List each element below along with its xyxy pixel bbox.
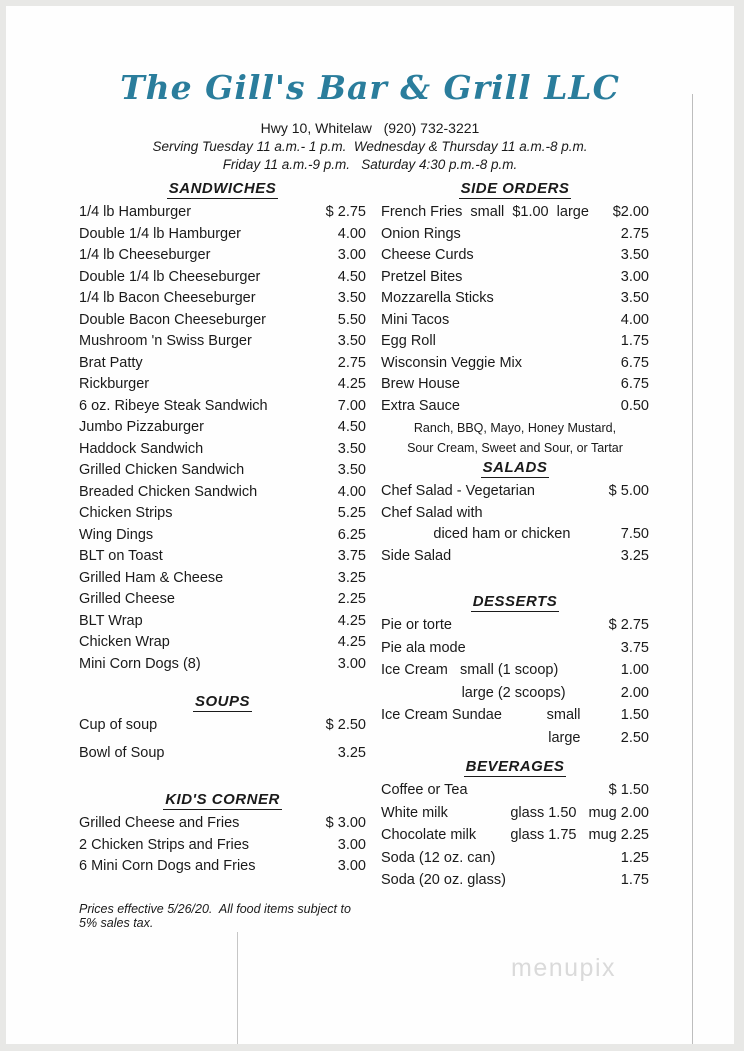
menu-item-price: 3.50: [337, 290, 366, 306]
menu-item-name: Wing Dings: [79, 526, 154, 543]
menu-item-price: 2.00: [620, 684, 649, 701]
menu-item-row: [381, 617, 649, 640]
menu-item-name: Ice Cream Sundae: [381, 707, 502, 723]
menu-item-name: 1/4 lb Hamburger: [79, 204, 192, 220]
menu-item-row: [381, 640, 649, 663]
menu-item-name: 2 Chicken Strips and Fries: [79, 836, 250, 853]
menu-item-price: 2.75: [337, 354, 366, 371]
menu-item-name: Bowl of Soup: [79, 745, 165, 761]
menu-item-price: $ 2.75: [325, 204, 366, 220]
hours-line-1: Serving Tuesday 11 a.m.- 1 p.m. Wednesday & Thursday 11 a.m.-8 p.m.: [152, 139, 588, 154]
menu-item-name: Chicken Wrap: [79, 634, 170, 650]
menu-item-row: [381, 526, 649, 548]
menu-item-name: Chicken Strips: [79, 505, 173, 521]
menu-item-row: [381, 685, 649, 708]
menu-item-price: 3.75: [620, 639, 649, 656]
menu-item-name: Grilled Cheese and Fries: [79, 815, 240, 831]
menu-item-row: [381, 204, 649, 226]
menu-item-price: 5.50: [337, 311, 366, 328]
restaurant-title: The Gill's Bar & Grill LLC: [120, 68, 620, 107]
menu-item-row: [381, 730, 649, 753]
menu-item-name: Rickburger: [79, 376, 150, 392]
menu-item-price: 3.50: [337, 440, 366, 457]
menu-item-price: 6.25: [337, 526, 366, 543]
menu-item-name: Grilled Ham & Cheese: [79, 569, 224, 586]
menu-item-name: White milk: [381, 804, 448, 821]
menu-item-row: [79, 548, 366, 570]
menu-item-name: Soda (20 oz. glass): [381, 872, 506, 888]
section-heading-text: SIDE ORDERS: [460, 180, 570, 197]
menu-item-row: [381, 782, 649, 805]
menu-item-price: 2.75: [620, 225, 649, 242]
menu-item-price: 1.75: [620, 872, 649, 888]
menu-item-name: Wisconsin Veggie Mix: [381, 354, 523, 371]
menu-item-row: [79, 247, 366, 269]
menu-item-price: 7.00: [337, 397, 366, 414]
menu-item-name: Ice Cream small (1 scoop): [381, 662, 559, 678]
menu-item-row: [79, 290, 366, 312]
menu-item-row: [79, 204, 366, 226]
menu-item-row: [381, 355, 649, 377]
menu-item-row: [79, 441, 366, 463]
menu-item-price: large 2.50: [548, 729, 649, 746]
menu-item-row: [79, 269, 366, 291]
menu-item-price: 6.75: [620, 354, 649, 371]
footer-note: Prices effective 5/26/20. All food items subject to 5% sales tax.: [79, 901, 355, 930]
menu-item-row: [79, 226, 366, 248]
menu-item-price: 4.00: [620, 311, 649, 328]
menu-item-price: 3.25: [337, 745, 366, 761]
menu-item-price: 4.50: [337, 419, 366, 435]
menu-item-price: 4.25: [337, 612, 366, 629]
menu-header: [6, 6, 734, 172]
scanned-menu-page: [6, 6, 734, 1044]
menupix-watermark: menupix: [511, 954, 616, 982]
menu-item-name: Pie ala mode: [381, 639, 466, 656]
menu-item-price: $ 2.50: [325, 717, 366, 733]
left-column: [79, 180, 366, 930]
section-heading: [79, 180, 366, 200]
menu-item-row: [79, 858, 366, 880]
menu-item-row: [381, 707, 649, 730]
right-column: [381, 180, 649, 930]
menu-item-row: [79, 505, 366, 527]
menu-item-name: Onion Rings: [381, 225, 461, 242]
menu-item-name: Double Bacon Cheeseburger: [79, 311, 267, 328]
menu-item-name: 6 oz. Ribeye Steak Sandwich: [79, 397, 268, 414]
section-heading-text: SALADS: [482, 459, 548, 476]
menu-item-name: Brat Patty: [79, 354, 143, 371]
menu-item-name: 6 Mini Corn Dogs and Fries: [79, 858, 256, 874]
menu-item-price: 3.50: [337, 462, 366, 478]
menu-item-row: [79, 527, 366, 549]
menu-item-name: Mushroom 'n Swiss Burger: [79, 333, 252, 349]
menu-item-price: $2.00: [612, 204, 649, 220]
menu-item-row: [381, 805, 649, 828]
menu-item-price: 6.75: [620, 376, 649, 392]
section-heading: [381, 180, 649, 200]
menu-item-name: Soda (12 oz. can): [381, 849, 496, 866]
section-heading-text: KID'S CORNER: [165, 791, 280, 808]
menu-item-name: Haddock Sandwich: [79, 440, 204, 457]
menu-item-name: Grilled Cheese: [79, 591, 175, 607]
menu-item-price: 3.00: [337, 858, 366, 874]
menu-item-name: Pie or torte: [381, 617, 452, 633]
scan-artifact-line-right: [692, 94, 693, 1044]
menu-item-row: [79, 376, 366, 398]
menu-item-row: [79, 570, 366, 592]
scan-artifact-line-bottom: [237, 932, 238, 1044]
section-note: Ranch, BBQ, Mayo, Honey Mustard,: [413, 421, 617, 435]
menu-item-row: [79, 613, 366, 635]
menu-item-row: [381, 872, 649, 895]
menu-item-price: 3.25: [337, 569, 366, 586]
menu-item-row: [381, 247, 649, 269]
menu-item-row: [79, 312, 366, 334]
menu-item-name: 1/4 lb Cheeseburger: [79, 247, 211, 263]
menu-item-name: Mozzarella Sticks: [381, 290, 494, 306]
menu-item-name: Breaded Chicken Sandwich: [79, 483, 258, 500]
section-beverages: [381, 758, 649, 895]
menu-item-row: [381, 226, 649, 248]
hours-line-2: Friday 11 a.m.-9 p.m. Saturday 4:30 p.m.-8 p.m.: [222, 157, 518, 172]
menu-item-row: [381, 827, 649, 850]
menu-item-price: 4.25: [337, 376, 366, 392]
menu-item-price: 4.00: [337, 225, 366, 242]
menu-item-row: [381, 312, 649, 334]
menu-item-name: Cheese Curds: [381, 247, 474, 263]
menu-item-name: Chocolate milk: [381, 827, 477, 843]
menu-item-row: [79, 398, 366, 420]
section-kids-corner: [79, 791, 366, 880]
menu-item-row: [79, 634, 366, 656]
section-heading: [381, 593, 649, 613]
menu-item-name: Side Salad: [381, 547, 452, 564]
menu-item-row: [381, 662, 649, 685]
section-sandwiches: [79, 180, 366, 677]
section-heading: [381, 758, 649, 778]
menu-item-price: glass 1.50 mug 2.00: [510, 804, 649, 821]
menu-item-name: Extra Sauce: [381, 397, 460, 414]
menu-item-row: [381, 290, 649, 312]
menu-item-row: [79, 462, 366, 484]
menu-item-row: [381, 333, 649, 355]
menu-item-price: 7.50: [620, 526, 649, 542]
section-heading-text: SOUPS: [194, 693, 250, 710]
section-soups: [79, 693, 366, 773]
menu-item-name: Chef Salad - Vegetarian: [381, 483, 535, 499]
address-phone: Hwy 10, Whitelaw (920) 732-3221: [260, 120, 480, 136]
menu-item-price: glass 1.75 mug 2.25: [510, 827, 649, 843]
menu-item-price: 3.00: [337, 247, 366, 263]
menu-item-price: small 1.50: [546, 707, 649, 723]
section-note: Sour Cream, Sweet and Sour, or Tartar: [407, 441, 623, 455]
menu-item-row: [79, 355, 366, 377]
section-heading: [79, 693, 366, 713]
menu-item-row: [79, 591, 366, 613]
menu-item-row: [381, 376, 649, 398]
menu-item-name: Brew House: [381, 376, 460, 392]
menu-item-row: [381, 505, 649, 527]
menu-item-price: 1.00: [620, 662, 649, 678]
menu-item-name: Double 1/4 lb Hamburger: [79, 225, 242, 242]
menu-item-price: $ 3.00: [325, 815, 366, 831]
menu-item-price: 3.00: [620, 268, 649, 285]
menu-item-price: 3.50: [620, 247, 649, 263]
menu-item-row: [79, 656, 366, 678]
section-heading-text: DESSERTS: [472, 593, 558, 610]
menu-item-price: 3.25: [620, 547, 649, 564]
menu-item-name: Chef Salad with: [381, 504, 483, 521]
section-heading-text: BEVERAGES: [465, 758, 565, 775]
menu-item-name: Double 1/4 lb Cheeseburger: [79, 268, 261, 285]
menu-item-price: 3.75: [337, 548, 366, 564]
menu-item-name: BLT on Toast: [79, 548, 163, 564]
menu-item-price: 3.00: [337, 836, 366, 853]
menu-item-name: French Fries small $1.00 large: [381, 204, 589, 220]
section-side-orders: [381, 180, 649, 459]
menu-item-name: Mini Tacos: [381, 311, 450, 328]
menu-item-name: Pretzel Bites: [381, 268, 463, 285]
menu-item-name: Coffee or Tea: [381, 782, 468, 798]
menu-item-name: Grilled Chicken Sandwich: [79, 462, 245, 478]
menu-item-name: Cup of soup: [79, 717, 158, 733]
menu-item-name: 1/4 lb Bacon Cheeseburger: [79, 290, 256, 306]
menu-item-row: [79, 333, 366, 355]
menu-item-row: [79, 837, 366, 859]
menu-item-price: 4.25: [337, 634, 366, 650]
menu-item-price: $ 1.50: [608, 782, 649, 798]
menu-item-row: [79, 815, 366, 837]
menu-item-row: [381, 483, 649, 505]
menu-item-name: diced ham or chicken: [381, 526, 571, 542]
menu-item-price: 5.25: [337, 505, 366, 521]
menu-item-row: [79, 419, 366, 441]
menu-item-row: [381, 269, 649, 291]
menu-item-name: large (2 scoops): [381, 684, 566, 701]
menu-item-row: [79, 745, 366, 773]
section-salads: [381, 459, 649, 569]
menu-item-price: 1.25: [620, 849, 649, 866]
menu-item-row: [381, 548, 649, 570]
menu-columns: [6, 180, 734, 930]
menu-item-row: [79, 484, 366, 506]
section-desserts: [381, 593, 649, 752]
menu-item-price: 3.50: [620, 290, 649, 306]
menu-item-row: [79, 717, 366, 745]
menu-item-name: Jumbo Pizzaburger: [79, 419, 204, 435]
menu-item-price: 4.00: [337, 483, 366, 500]
section-heading: [79, 791, 366, 811]
menu-item-row: [381, 398, 649, 420]
menu-item-row: [381, 850, 649, 873]
section-heading-text: SANDWICHES: [168, 180, 277, 197]
menu-item-name: Egg Roll: [381, 333, 436, 349]
menu-item-price: 4.50: [337, 268, 366, 285]
menu-item-price: 3.50: [337, 333, 366, 349]
menu-item-price: 2.25: [337, 591, 366, 607]
menu-item-price: $ 2.75: [608, 617, 649, 633]
menu-item-name: Mini Corn Dogs (8): [79, 655, 201, 672]
menu-item-price: $ 5.00: [608, 483, 649, 499]
menu-item-price: 3.00: [337, 655, 366, 672]
menu-item-price: 1.75: [620, 333, 649, 349]
menu-item-name: BLT Wrap: [79, 612, 143, 629]
section-heading: [381, 459, 649, 479]
menu-item-price: 0.50: [620, 397, 649, 414]
